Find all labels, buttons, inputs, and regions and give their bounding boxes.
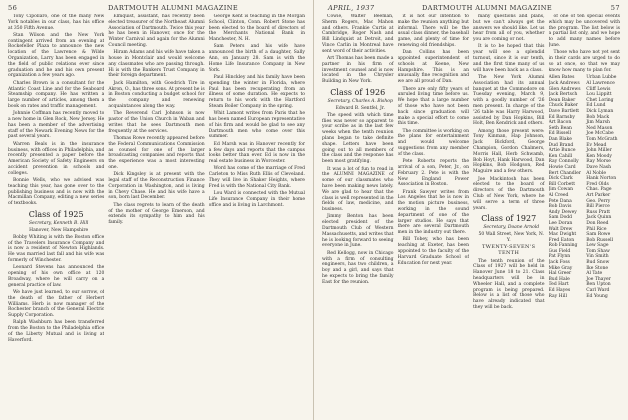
paragraph: Among those present were: Tony Kinman, Hap Johnson, Jack Bickford, George Champion, Gordon Chalmers, Morris Hall, Herb Schwamb, Bob Hoyt, Hank Harwood, Dan Hopkins, Bob Hodgson, Red Maguire and a few others. — [473, 128, 545, 175]
list-item: Ed Barnsby — [548, 114, 575, 120]
list-item: Urban Lubbe — [586, 75, 617, 81]
list-item: Don Reed — [586, 220, 609, 226]
list-item: Ed Hayes — [548, 288, 571, 294]
paragraph: Jimmy Benton has been elected president of the Dartmouth Club of Western Massachusetts, and writes that he is looking forward to seeing everyone in June. — [322, 214, 394, 249]
paragraph: Ed Marsh was in Hanover recently for a few days and reports that the campus looks better than ever. Ed is now in the real estate business in Worcester. — [208, 141, 305, 165]
paragraph: The class regrets to learn of the death of the mother of George Emerson, and extends its sympathy to him and his family. — [108, 202, 205, 226]
list-item: Ed Lund — [586, 103, 606, 109]
list-item: Lew Sage — [586, 243, 609, 249]
right-column-4 — [549, 14, 621, 416]
paragraph: Red Kellogg, now in Chicago with a firm of consulting engineers, has two children, a boy and a girl, and says that he expects to bring the family East for the reunion. — [322, 250, 394, 285]
list-item: Jim Cowan — [548, 187, 574, 193]
list-item: Dean Baker — [548, 97, 576, 103]
paragraph: Jack Hamilton, with Goodrich Tire in Akron, O., has three sons. At present he is in Boston conducting a budget school for the company and renewing acquaintances along the way. — [108, 80, 205, 109]
list-item: Pat Flynn — [548, 254, 571, 260]
list-item: Bill Corbett — [548, 181, 576, 187]
list-item: Ed Young — [586, 293, 608, 299]
list-item: Dave Nash — [586, 164, 612, 170]
list-item: Al Lawrence — [586, 81, 615, 87]
list-item: Ken Moody — [586, 153, 612, 159]
list-item: Sam Dodd — [548, 215, 573, 221]
page-number-left: 56 — [8, 4, 18, 12]
paragraph: Paul Hinckley and his family have been spending the winter in Florida, where Paul has been recuperating from an illness of some duration. He expects to return to his work with the Hartford Steam Boiler Company in the spring. — [208, 74, 305, 109]
list-item: Bob Mack — [586, 114, 610, 120]
class-secretary: Secretary, Doane Arnold — [483, 225, 540, 231]
class-address: Edward B. Sentfel, Jr. — [335, 105, 385, 111]
right-page — [314, 0, 628, 420]
class-heading-1926: Class of 1926 — [330, 88, 386, 98]
paragraph: Charles Brown is a consultant for the Atlantic Coast Line and for the Seaboard Steamship company. He has written a large number of articles, among them a book on rates and traffic management. — [8, 80, 105, 109]
paragraph: of one of ten special events which may be uncovered with the program. The list below is a partial list only, and we hope to add many names before June. — [548, 14, 620, 48]
page-number-right: 57 — [610, 4, 620, 12]
list-item: Bob Russell — [586, 237, 614, 243]
paragraph: Thomas Rowe recently appeared before the Federal Communications Commission as counsel for one of the larger broadcasting companies and reports that the experience was a most interesting one. — [108, 135, 205, 170]
list-item: Joe Thayer — [586, 276, 611, 282]
paragraph: Bobby Whiting is with the Boston office of the Travelers Insurance Company and is now a resident of Newton Highlands. He was married last fall and his wife was formerly of Winchester. — [8, 234, 105, 263]
list-item: Dud Brand — [548, 142, 574, 148]
list-item: Fred Olds — [586, 181, 609, 187]
right-column-3 — [473, 14, 545, 416]
paragraph: many questions and plans, but we can't always get the answers we should like. Let us hear from all of you, whether you are coming or not. — [473, 14, 545, 43]
right-column-3-notes — [473, 259, 545, 311]
paragraph: We have just learned, to our sorrow, of the death of the father of Herbert Williams. Herb is now manager of the Rochester branch of the General Electric Supply Corporation. — [8, 289, 105, 319]
list-item: Gus Field — [548, 248, 571, 254]
list-item: Russ Pratt — [586, 209, 611, 215]
paragraph: Those who have not yet sent in their cards are urged to do so at once, so that we may know how many to plan for. — [548, 50, 620, 73]
name-list-column-2 — [586, 75, 620, 299]
class-address: 50 Wall Street, New York, N. Y. — [478, 232, 544, 243]
list-item: Lee Doran — [548, 220, 573, 226]
list-item: Mac Dwight — [548, 232, 577, 238]
list-item: Fred Eaton — [548, 237, 575, 243]
paragraph: Word has come of the marriage of Fred Carleton to Miss Ruth Ellis of Cleveland. They will live in Shaker Heights, where Fred is with the National City Bank. — [208, 166, 305, 189]
paragraph: Art Thomas has been made a partner in his firm of investment counsel and is now located in the Chrysler Building in New York. — [322, 56, 394, 85]
list-item: Rob Fanning — [548, 243, 578, 249]
list-item: Ray Connolly — [548, 159, 579, 165]
paragraph: Elmquist, assistant, has recently been elected treasurer of the Northeast Alumni Association of Dartmouth. Twice this year he has been in Hanover, once for the Winter Carnival and again for the Alumni Council meeting. — [108, 14, 205, 48]
list-item: Dan Blake — [548, 137, 572, 142]
list-item: Carl Ward — [586, 288, 610, 294]
list-item: Ed Bissell — [548, 131, 572, 137]
class-heading-1927: Class of 1927 — [481, 214, 537, 224]
paragraph: Johnnie Coffman has recently moved to a new home in Glen Rock, New Jersey. He has been a member of the advertising staff of the Newark Evening News for the past several years. — [8, 111, 105, 140]
list-item: Art Bacon — [548, 120, 572, 126]
list-item: Ted Hart — [548, 282, 569, 288]
list-item: Jim Marsh — [586, 120, 610, 126]
class-address: Hanover, New Hampshire — [29, 227, 89, 233]
list-item: Lou Lippitt — [586, 92, 612, 98]
list-item: Phil Rice — [586, 226, 607, 232]
left-column-1-paragraphs — [8, 14, 104, 207]
list-item: Al Tate — [586, 271, 603, 277]
right-column-2 — [398, 14, 470, 416]
running-title-right: DARTMOUTH ALUMNI MAGAZINE — [422, 4, 553, 12]
list-item: Tom McGrath — [586, 137, 618, 142]
paragraph: Frank Sawyer writes from Los Angeles that he is now in the motion picture business, working in the sound department of one of the larger studios. He says that there are several Dartmouth men in the industry out there. — [397, 189, 469, 236]
list-item: Ray Morse — [586, 159, 611, 165]
list-item: Ben Upton — [586, 282, 611, 288]
list-item: Bud Hale — [548, 276, 570, 282]
list-item: Jack Foss — [548, 260, 570, 266]
list-item: Dave Bartlett — [548, 109, 580, 115]
class-secretary: Secretary, Kenneth B. Hill — [28, 221, 89, 226]
list-item: Tom Shaw — [586, 248, 610, 254]
list-item: Chet Loring — [586, 97, 614, 103]
date-label: APRIL, 1937 — [328, 4, 375, 12]
right-column-1-paragraphs — [322, 14, 394, 85]
left-column-2 — [108, 14, 204, 416]
list-item: Allen Bates — [548, 75, 575, 81]
paragraph: The speed with which time flies was never so apparent to your scribe as in the last few weeks when the tenth reunion plans began to take definite shape. Letters have been going out to all members of the class and the response has been most gratifying. — [322, 112, 394, 165]
list-item: Dick Clark — [548, 176, 573, 182]
list-item: Ike Stone — [586, 265, 609, 271]
list-item: Glen Andrews — [548, 86, 581, 92]
paragraph: Cowie, Walter Beeman, Sherm Rogers, Mac Mahon and others. Frankie Curtis at Cambridge, Roger Nash and Bill Lindquist at Detroit, and Vince Carlin in Montreal have sent word of their activities. — [322, 14, 394, 54]
paragraph: Lou Ward is connected with the Mutual Life Insurance Company in their home office and is living in Larchmont. — [208, 191, 305, 208]
paragraph: Hiram Adams and his wife have taken a house in Montclair and would welcome any classmates who are passing through. Hi is with the Bankers Trust Company in their foreign department. — [108, 50, 205, 79]
list-item: Ned Mason — [586, 125, 613, 131]
list-item: Jack Quinn — [586, 215, 612, 221]
list-item: Al Creed — [548, 192, 569, 198]
list-item: Art Parker — [586, 192, 611, 198]
paragraph: Tony Cipollaro, one of the many New York notables in our class, has his office at 350 Fifth Avenue. — [8, 14, 105, 31]
paragraph: Joe Mackintosh has been elected to the board of directors of the Dartmouth Club of New York, where he will serve a term of three years. — [473, 176, 545, 211]
right-column-1 — [322, 14, 394, 416]
list-item: Walt Drew — [548, 226, 573, 232]
list-item: Geo. Perry — [586, 198, 611, 204]
right-column-3-paragraphs — [473, 14, 545, 211]
list-item: Bill Pierce — [586, 204, 610, 210]
paragraph: Dan Collins has been appointed superintendent of schools at Keene, New Hampshire. This is an unusually fine recognition and we are all proud of Dan. — [397, 50, 469, 85]
class-secretary: Secretary, Charles A. Bishop — [327, 99, 393, 105]
paragraph: There are only fifty years of unruled living time before us. We hope that a large number of those who have not been back since graduation will make a special effort to come this time. — [397, 86, 469, 127]
list-item: Bob Davis — [548, 204, 572, 210]
paragraph: Warren Beals is in the insurance business, with offices in Philadelphia, and recently presented a paper before the American Society of Safety Engineers on accident prevention in schools and colleges. — [8, 141, 105, 176]
paragraph: The New York Alumni Association had its annual banquet at the Commodore on Tuesday evening, March 9, with a goodly number of '26 men present. In charge of the '26 table was Harry Harwood, assisted by Dan Hopkins, Bill Holt, Ben Kendrick and others. — [473, 74, 545, 127]
paragraph: Ralph Washburn has been transferred from the Boston to the Philadelphia office of the Liberty Mutual and is living at Haverford. — [8, 320, 105, 343]
list-item: Al Noble — [586, 170, 606, 176]
reunion-name-list — [549, 75, 621, 299]
paragraph: It is to be hoped that this year will see a splendid turnout, since it is our tenth, and the first time many of us will have been back as a class. — [473, 44, 545, 73]
class-heading-1925: Class of 1925 — [28, 210, 84, 219]
right-column-1-notes — [322, 113, 394, 286]
left-column-3 — [209, 14, 305, 416]
list-item: Jack Andrews — [548, 81, 580, 87]
list-item: Seth Bean — [548, 125, 572, 131]
left-column-2-paragraphs — [108, 14, 204, 226]
right-column-4-paragraphs — [549, 14, 621, 73]
list-item: Ray Hill — [548, 293, 567, 299]
paragraph: The committee is working on the plans for entertainment and would welcome suggestions from any member of the class. — [397, 128, 469, 157]
list-item: Jack Bertsch — [548, 92, 578, 98]
list-item: Mike Gray — [548, 265, 573, 271]
reunion-subheading: TWENTY-SEVEN'S TENTH — [482, 244, 536, 256]
left-columns — [8, 14, 305, 416]
list-item: Bud Snow — [586, 260, 610, 266]
list-item: Vin Smith — [586, 254, 609, 260]
paragraph: it is not our intention to make the reunion anything but informal. There will be the usual class dinner, the baseball game, and plenty of time for renewing old friendships. — [397, 14, 469, 48]
list-item: Chuck Baker — [548, 103, 578, 109]
paragraph: Bonnie Wells, who we advised was teaching this year, has gone over to the publishing business and is now with the Macmillan Company, editing a new series of textbooks. — [8, 178, 105, 207]
running-title-left: DARTMOUTH ALUMNI MAGAZINE — [108, 4, 239, 12]
left-column-1 — [8, 14, 104, 416]
list-item: Howie Card — [548, 164, 576, 170]
paragraph: Whit Lamont writes from Paris that he has been named European representative of his firm and would be glad to see any Dartmouth men who come over this summer. — [208, 111, 305, 140]
paragraph: It was a lot of fun to read in the ALUMNI MAGAZINE of some of our classmates who have been making news lately. We are glad to hear that the class is well represented in the fields of law, medicine, and business. — [322, 166, 394, 213]
right-columns — [322, 14, 620, 416]
paragraph: Bill Tobey, who has been teaching at Exeter, has been appointed to the faculty of the Harvard Graduate School of Education for next year. — [397, 237, 469, 266]
list-item: Hal Greer — [548, 271, 572, 277]
paragraph: Sam Peters and his wife have announced the birth of a daughter, Sally Ann, on January 28. Sam is with the Home Life Insurance Company in New York. — [208, 44, 305, 73]
list-item: Sam Rowe — [586, 232, 611, 238]
paragraph: George Kent is teaching in the Morgan School, Clinton, Conn. Robert Stone has been elected to the board of directors of the Merchants National Bank in Manchester, N. H. — [208, 14, 305, 43]
list-item: Andy Dewey — [548, 209, 577, 215]
list-item: Pete Dana — [548, 198, 572, 204]
paragraph: Stan Wilson and the New York contingent arrived from an evening at Rockefeller Plaza to announce the new location of the Lawrence & Wilde Organization, Larry has been engaged in the field of public relations ever since graduation and he and his own present organization a few years ago. — [8, 32, 105, 79]
paragraph: The Reverend Carl Johnson is now pastor of the Union Church in Waban and writes that he sees Dartmouth men frequently at the services. — [108, 111, 205, 134]
list-item: Hank Norton — [586, 176, 617, 182]
name-list-column-1 — [549, 75, 583, 299]
right-column-2-paragraphs — [398, 14, 470, 266]
paragraph: Pete Roberts reports the arrival of a son, Peter, Jr., on February 2. Pete is with the New England Power Association in Boston. — [397, 159, 469, 188]
list-item: Ken Cahill — [548, 153, 573, 159]
list-item: Artie Bunce — [548, 148, 576, 154]
list-item: Joe McCabe — [586, 131, 614, 137]
left-column-1-notes — [8, 235, 104, 344]
list-item: Dick Lyman — [586, 109, 614, 115]
paragraph: Leonard Stevens has announced the opening of his own office at 120 Broadway, where he will carry on a general practice of law. — [8, 265, 105, 288]
list-item: John Miller — [586, 148, 612, 154]
list-item: Cliff Lewis — [586, 86, 611, 92]
list-item: Ev Mead — [586, 142, 607, 148]
paragraph: The tenth reunion of the Class of 1927 will be held in Hanover June 18 to 21. Class headquarters will be in Wheeler Hall, and a complete program is being prepared. Below is a list of those who have already indicated that they will be back. — [473, 258, 545, 310]
list-item: Bert Chandler — [548, 170, 581, 176]
list-item: Chas. Page — [586, 187, 612, 193]
left-column-3-paragraphs — [209, 14, 305, 209]
paragraph: Dick Kingsley is at present with the legal staff of the Reconstruction Finance Corporation in Washington, and is living in Chevy Chase. He and his wife have a son, born last December. — [108, 172, 205, 201]
